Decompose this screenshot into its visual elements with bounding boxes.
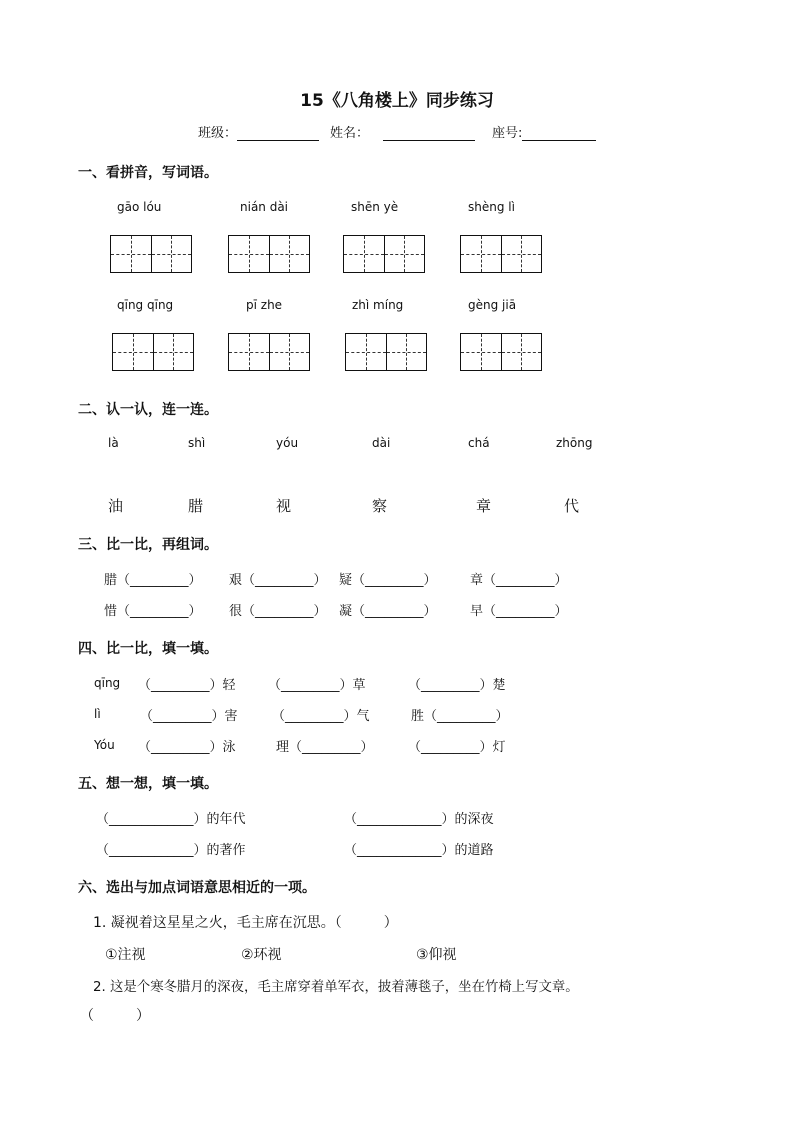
match-char: 章 [476,497,492,515]
match-char: 察 [372,497,388,515]
compare-item[interactable]: 很（_________） [229,604,327,619]
page-title: 15《八角楼上》同步练习 [300,91,494,111]
phrase-item[interactable]: （_____________）的深夜 [344,812,494,827]
section-1-heading: 一、看拼音，写词语。 [78,165,218,181]
pinyin-label: shēn yè [351,200,399,214]
homophone-item[interactable]: （_________）轻 [138,678,236,693]
match-char: 腊 [188,497,204,515]
homophone-pinyin: Yóu [94,738,115,752]
class-label: 班级： [198,126,238,141]
name-blank[interactable] [383,126,475,141]
phrase-item[interactable]: （_____________）的年代 [96,812,246,827]
option[interactable]: ③仰视 [416,947,457,963]
answer-blank[interactable]: （ ） [80,1008,150,1024]
compare-item[interactable]: 疑（_________） [339,573,437,588]
writing-grid[interactable] [343,235,425,273]
writing-grid[interactable] [460,235,542,273]
pinyin-label: shèng lì [468,200,515,214]
compare-item[interactable]: 腊（_________） [104,573,202,588]
writing-grid[interactable] [228,333,310,371]
homophone-item[interactable]: 胜（_________） [411,709,509,724]
match-pinyin: shì [188,436,206,450]
homophone-item[interactable]: （_________）气 [272,709,370,724]
match-char: 油 [108,497,124,515]
homophone-item[interactable]: （_________）灯 [408,740,506,755]
homophone-pinyin: lì [94,707,101,721]
match-pinyin: dài [372,436,391,450]
homophone-item[interactable]: （_________）害 [140,709,238,724]
option[interactable]: ①注视 [105,947,146,963]
section-3-heading: 三、比一比，再组词。 [78,537,218,553]
question-2: 2. 这是个寒冬腊月的深夜，毛主席穿着单军衣，披着薄毯子，坐在竹椅上写文章。 [93,980,579,995]
pinyin-label: zhì míng [352,298,404,312]
match-pinyin: chá [468,436,490,450]
section-2-heading: 二、认一认，连一连。 [78,402,218,418]
match-pinyin: zhōng [556,436,593,450]
seat-blank[interactable] [522,126,596,141]
writing-grid[interactable] [112,333,194,371]
section-6-heading: 六、选出与加点词语意思相近的一项。 [78,880,316,896]
option[interactable]: ②环视 [241,947,282,963]
name-field [330,122,475,141]
seat-label: 座号: [492,126,523,141]
class-blank[interactable] [237,126,319,141]
match-char: 视 [276,497,292,515]
phrase-item[interactable]: （_____________）的著作 [96,843,246,858]
compare-item[interactable]: 早（_________） [470,604,568,619]
pinyin-label: gèng jiā [468,298,517,312]
class-field [198,122,319,141]
compare-item[interactable]: 章（_________） [470,573,568,588]
writing-grid[interactable] [228,235,310,273]
pinyin-label: qīng qīng [117,298,174,312]
homophone-item[interactable]: （_________）草 [268,678,366,693]
homophone-item[interactable]: 理（_________） [276,740,374,755]
seat-field [492,122,596,141]
writing-grid[interactable] [110,235,192,273]
writing-grid[interactable] [460,333,542,371]
pinyin-label: nián dài [240,200,289,214]
writing-grid[interactable] [345,333,427,371]
name-label: 姓名： [330,126,370,141]
question-1: 1. 凝视着这星星之火，毛主席在沉思。（ ） [93,915,398,931]
phrase-item[interactable]: （_____________）的道路 [344,843,494,858]
match-char: 代 [564,497,580,515]
section-5-heading: 五、想一想，填一填。 [78,776,218,792]
pinyin-label: pī zhe [246,298,283,312]
homophone-item[interactable]: （_________）楚 [408,678,506,693]
compare-item[interactable]: 艰（_________） [229,573,327,588]
pinyin-label: gāo lóu [117,200,162,214]
compare-item[interactable]: 惜（_________） [104,604,202,619]
homophone-item[interactable]: （_________）泳 [138,740,236,755]
section-4-heading: 四、比一比，填一填。 [78,641,218,657]
match-pinyin: yóu [276,436,299,450]
match-pinyin: là [108,436,119,450]
homophone-pinyin: qīng [94,676,121,690]
compare-item[interactable]: 凝（_________） [339,604,437,619]
